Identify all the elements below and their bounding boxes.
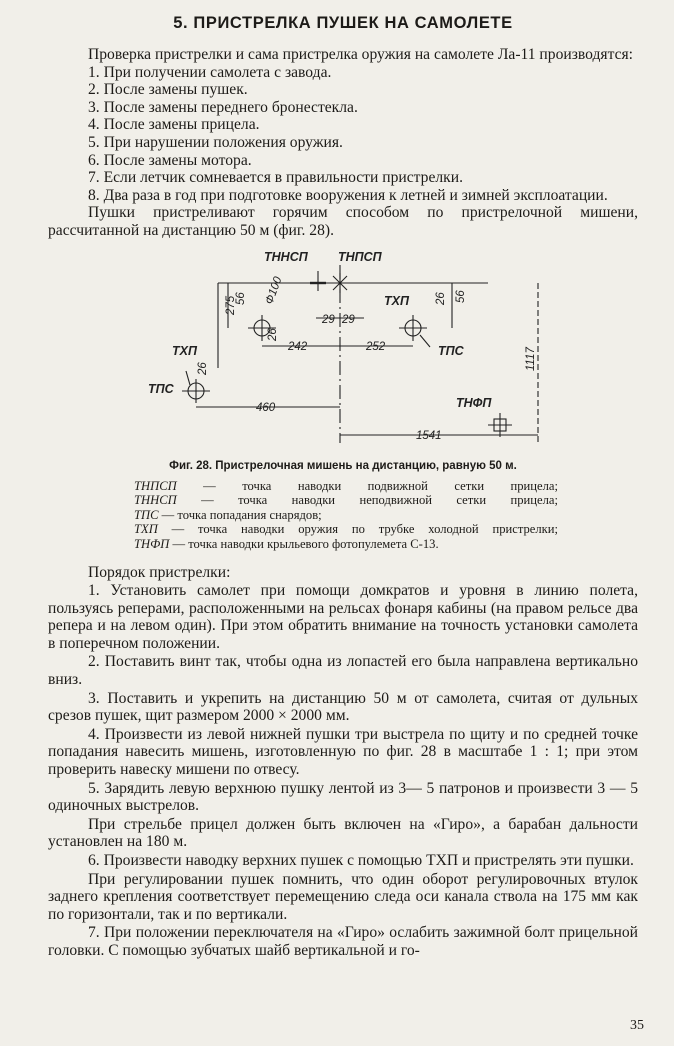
dim-26-left: 26: [267, 327, 279, 341]
dim-1117: 1117: [525, 346, 537, 371]
dim-275: 275: [225, 295, 237, 315]
dim-26-low: 26: [197, 361, 209, 375]
condition-item: 5. При нарушении положения оружия.: [88, 133, 343, 151]
page-number: 35: [630, 1018, 644, 1033]
figure-legend: [134, 479, 558, 552]
procedure-step: 5. Зарядить левую верхнюю пушку лентой из 3— 5 патронов и произвести 3 — 5 одиночных выстрелов.: [48, 779, 638, 815]
label-tps-right: ТПС: [438, 343, 464, 358]
dim-56-left: 56: [235, 291, 247, 305]
label-txp-right: ТХП: [384, 293, 409, 308]
dim-1541: 1541: [416, 429, 442, 442]
condition-item: 6. После замены мотора.: [88, 151, 252, 169]
label-tps-left: ТПС: [148, 381, 174, 396]
condition-item: 1. При получении самолета с завода.: [88, 63, 332, 81]
legend-item: ТННСП — точка наводки неподвижной сетки прицела;: [134, 493, 558, 508]
procedure-step: 1. Установить самолет при помощи домкратов и уровня в линию полета, пользуясь реперами, расположенными на рельсах фонаря кабины (на правом рельсе два репера и на левом один). При этом обратить внимание на точность установки самолета в поперечном положении.: [48, 582, 638, 652]
intro-paragraph: Проверка пристрелки и сама пристрелка оружия на самолете Ла-11 производятся:: [88, 46, 634, 63]
legend-item: ТПС — точка попадания снарядов;: [134, 507, 322, 522]
dim-29-right: 29: [342, 313, 355, 326]
procedure-title: Порядок пристрелки:: [88, 563, 231, 581]
condition-item: 3. После замены переднего бронестекла.: [88, 98, 358, 116]
procedure-step: 6. Произвести наводку верхних пушек с помощью ТХП и пристрелять эти пушки.: [88, 852, 634, 869]
conditions-list: [48, 64, 638, 205]
procedure-step: 4. Произвести из левой нижней пушки три выстрела по щиту и по средней точке попадания навесить мишень, изготовленную по фиг. 28 в масштабе 1 : 1; при этом проверить навеску мишени по отвесу.: [48, 725, 638, 779]
dim-56-right: 56: [455, 289, 467, 303]
section-title: 5. ПРИСТРЕЛКА ПУШЕК НА САМОЛЕТЕ: [173, 14, 513, 32]
legend-item: ТНПСП — точка наводки подвижной сетки прицела;: [134, 478, 558, 493]
legend-item: ТХП — точка наводки оружия по трубке холодной пристрелки;: [134, 522, 558, 537]
label-txp-left: ТХП: [172, 343, 197, 358]
tps-right-leader: [420, 335, 430, 347]
dim-460: 460: [256, 401, 276, 414]
figure-caption: Фиг. 28. Пристрелочная мишень на дистанцию, равную 50 м.: [169, 459, 517, 472]
label-tnnsp: ТННСП: [264, 249, 308, 264]
dim-29-left: 29: [322, 313, 335, 326]
procedure-section: [48, 564, 638, 960]
condition-item: 7. Если летчик сомневается в правильности пристрелки.: [88, 169, 463, 187]
dim-d100: Ф100: [263, 274, 285, 306]
condition-item: 8. Два раза в год при подготовке вооружения к летней и зимней эксплоатации.: [88, 186, 608, 204]
document-page: [48, 10, 638, 961]
condition-item: 2. После замены пушек.: [88, 81, 248, 99]
procedure-step: При регулировании пушек помнить, что один оборот регулировочных втулок заднего крепления соответствует перемещению следа оси канала ствола на 175 мм как по горизонтали, так и по вертикали.: [48, 870, 638, 923]
dim-242: 242: [288, 340, 308, 353]
condition-item: 4. После замены прицела.: [88, 116, 260, 134]
target-figure: [48, 243, 638, 458]
procedure-step: 3. Поставить и укрепить на дистанцию 50 м от самолета, считая от дульных срезов пушек, щит размером 2000 × 2000 мм.: [48, 689, 638, 725]
procedure-step: При стрельбе прицел должен быть включен на «Гиро», а барабан дальности установлен на 180 м.: [48, 815, 638, 851]
method-paragraph: Пушки пристреливают горячим способом по пристрелочной мишени, рассчитанной на дистанцию 50 м (фиг. 28).: [48, 204, 638, 239]
legend-item: ТНФП — точка наводки крыльевого фотопулемета С-13.: [134, 536, 439, 551]
label-tnpsp: ТНПСП: [338, 249, 382, 264]
target-diagram: [48, 243, 638, 458]
procedure-step: 7. При положении переключателя на «Гиро» ослабить зажимной болт прицельной головки. С помощью зубчатых шайб вертикальной и го-: [48, 924, 638, 959]
procedure-step: 2. Поставить винт так, чтобы одна из лопастей его была направлена вертикально вниз.: [48, 653, 638, 689]
label-tnfp: ТНФП: [456, 395, 492, 410]
dim-252: 252: [366, 340, 386, 353]
dim-26-right: 26: [435, 291, 447, 305]
